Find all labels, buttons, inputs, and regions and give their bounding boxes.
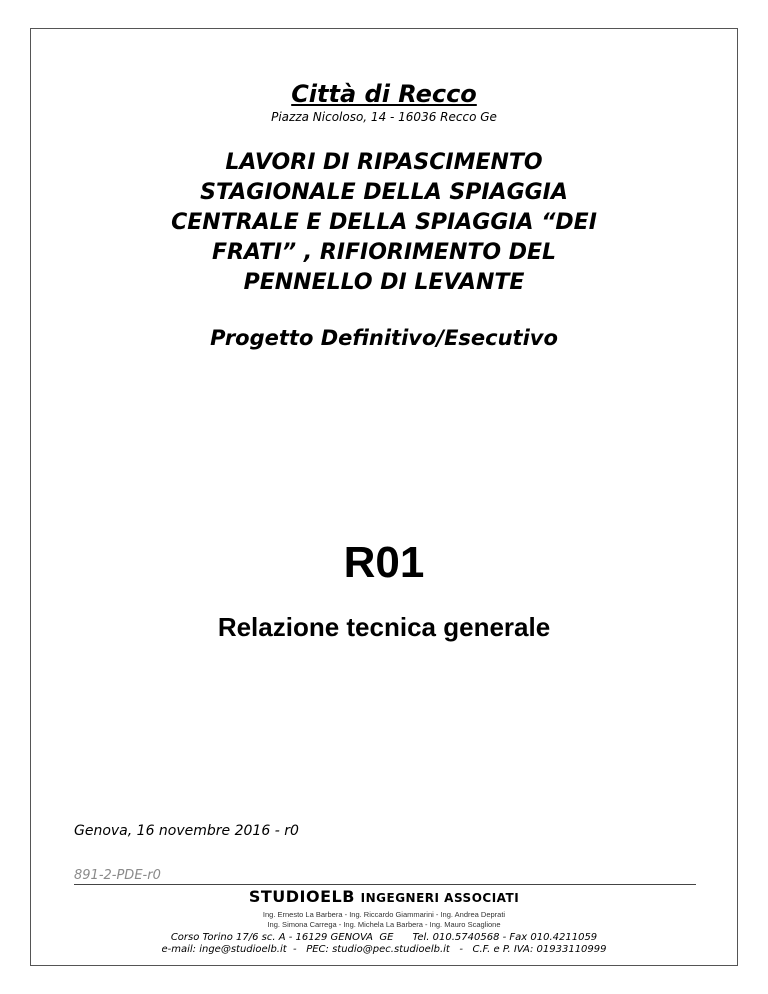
project-title-line: STAGIONALE DELLA SPIAGGIA bbox=[200, 180, 568, 205]
document-title: Relazione tecnica generale bbox=[217, 612, 551, 642]
firm-logo bbox=[0, 887, 768, 906]
contact-line: Corso Torino 17/6 sc. A - 16129 GENOVA GE Tel. 010.5740568 - Fax 010.4211059 bbox=[170, 932, 598, 943]
firm-partners bbox=[0, 910, 768, 930]
footer-divider bbox=[74, 884, 696, 885]
partners-line: Ing. Ernesto La Barbera - Ing. Riccardo Giammarini - Ing. Andrea Deprati bbox=[262, 910, 506, 919]
project-title bbox=[0, 148, 768, 298]
contact-line: e-mail: inge@studioelb.it - PEC: studio@pec.studioelb.it - C.F. e P. IVA: 01933110999 bbox=[161, 944, 607, 955]
firm-suffix: INGEGNERI ASSOCIATI bbox=[360, 891, 520, 905]
firm-name: STUDIOELB bbox=[248, 887, 355, 906]
project-title-line: CENTRALE E DELLA SPIAGGIA “DEI bbox=[171, 210, 597, 235]
partners-line: Ing. Simona Carrega - Ing. Michela La Barbera - Ing. Mauro Scaglione bbox=[267, 920, 501, 929]
project-title-line: LAVORI DI RIPASCIMENTO bbox=[225, 150, 543, 175]
city-address: Piazza Nicoloso, 14 - 16036 Recco Ge bbox=[271, 110, 497, 124]
firm-contacts bbox=[0, 932, 768, 956]
document-id: 891-2-PDE-r0 bbox=[74, 868, 161, 883]
city-name: Città di Recco bbox=[291, 80, 477, 108]
project-title-line: PENNELLO DI LEVANTE bbox=[243, 270, 525, 295]
document-code: R01 bbox=[343, 538, 425, 587]
date-revision: Genova, 16 novembre 2016 - r0 bbox=[74, 823, 299, 839]
project-phase: Progetto Definitivo/Esecutivo bbox=[210, 326, 558, 350]
project-title-line: FRATI” , RIFIORIMENTO DEL bbox=[211, 240, 557, 265]
